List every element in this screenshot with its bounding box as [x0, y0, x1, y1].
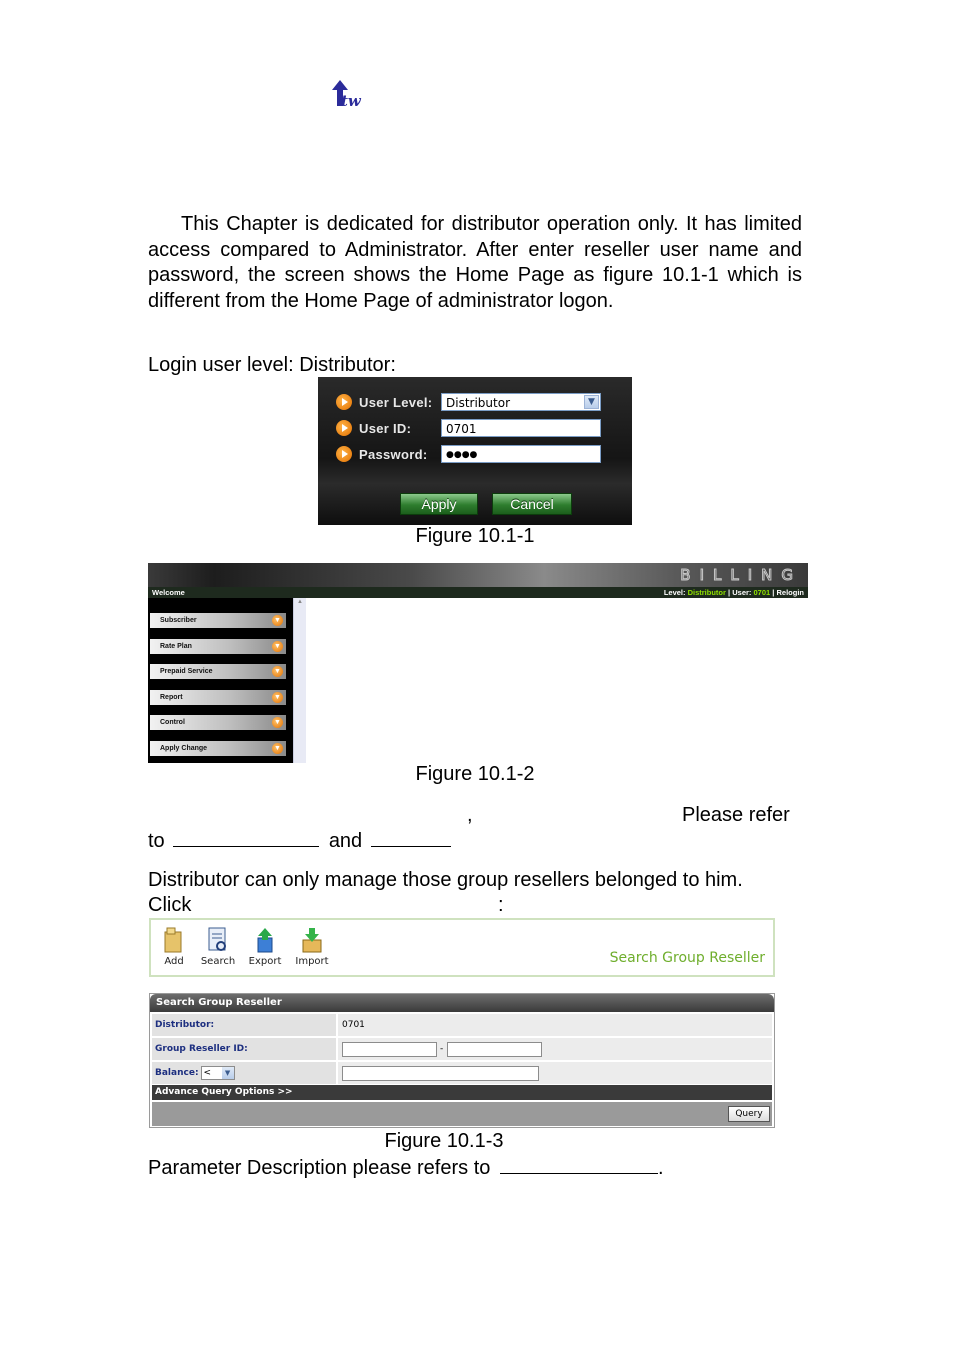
manage-line: Distributor can only manage those group resellers belonged to him.	[148, 869, 743, 891]
param-period: .	[657, 1157, 664, 1179]
group-reseller-to-input[interactable]	[447, 1042, 542, 1057]
user-level-label: User Level:	[359, 394, 433, 410]
group-reseller-from-input[interactable]	[342, 1042, 437, 1057]
search-button[interactable]	[198, 926, 238, 967]
login-panel	[318, 377, 632, 525]
balance-input[interactable]	[342, 1066, 539, 1081]
search-group-reseller-form	[149, 993, 775, 1128]
blank-reference	[173, 828, 319, 847]
figure-caption-1: Figure 10.1-1	[415, 525, 535, 547]
chevron-down-icon[interactable]: ▼	[222, 1067, 234, 1079]
cancel-button[interactable]: Cancel	[492, 493, 572, 515]
import-icon	[299, 926, 325, 954]
refer-to-line	[148, 828, 451, 853]
import-button[interactable]	[292, 926, 332, 967]
balance-label: Balance:	[155, 1068, 199, 1078]
user-id-input[interactable]: 0701	[441, 419, 601, 437]
click-colon: :	[498, 894, 504, 916]
home-status-bar	[148, 587, 808, 598]
please-refer-text: Please refer	[682, 804, 790, 826]
scroll-up-icon[interactable]: ▲	[297, 599, 303, 605]
import-label: Import	[295, 956, 329, 967]
balance-operator-value: <	[203, 1068, 212, 1078]
group-reseller-row	[152, 1038, 772, 1062]
welcome-text: Welcome	[152, 588, 185, 597]
export-icon	[252, 926, 278, 954]
user-level-value: Distributor	[446, 396, 511, 410]
user-level-row	[336, 392, 432, 412]
sidebar-item-subscriber[interactable]: Subscriber ▼	[150, 613, 286, 628]
relogin-link[interactable]: Relogin	[776, 588, 804, 597]
chevron-down-icon: ▼	[272, 717, 283, 728]
password-input[interactable]: ●●●●	[441, 445, 601, 463]
figure-caption-2: Figure 10.1-2	[415, 763, 535, 785]
range-dash: -	[440, 1044, 444, 1054]
group-reseller-label: Group Reseller ID:	[152, 1038, 338, 1060]
balance-operator-select[interactable]	[201, 1066, 235, 1080]
sidebar-item-report[interactable]: Report ▼	[150, 690, 286, 705]
chevron-down-icon[interactable]: ▼	[584, 395, 599, 409]
folder-add-icon	[161, 926, 187, 954]
chevron-down-icon: ▼	[272, 743, 283, 754]
sidebar-item-prepaid-service[interactable]: Prepaid Service ▼	[150, 664, 286, 679]
to-text: to	[148, 830, 165, 852]
add-label: Add	[164, 956, 184, 967]
login-level-line: Login user level: Distributor:	[148, 354, 396, 376]
apply-button[interactable]: Apply	[400, 493, 478, 515]
add-button[interactable]	[154, 926, 194, 967]
sidebar	[148, 598, 293, 763]
distributor-row	[152, 1014, 772, 1038]
toolbar-title: Search Group Reseller	[609, 950, 765, 966]
blank-reference	[371, 828, 451, 847]
separator: |	[772, 588, 775, 597]
query-button[interactable]: Query	[728, 1106, 770, 1122]
billing-logo: BILLING	[680, 566, 802, 584]
export-label: Export	[248, 956, 282, 967]
home-header	[148, 563, 808, 587]
chevron-down-icon: ▼	[272, 666, 283, 677]
intro-paragraph: This Chapter is dedicated for distributor operation only. It has limited access compared to Administrator. After enter reseller user name and password, the screen shows the Home Page as figure 10.1-1 which is different from the Home Page of administrator logon.	[148, 213, 802, 312]
sidebar-scrollbar[interactable]	[293, 598, 306, 763]
distributor-value: 0701	[342, 1020, 365, 1030]
password-row	[336, 444, 427, 464]
bullet-arrow-icon	[336, 394, 352, 410]
click-text: Click	[148, 894, 192, 916]
sidebar-item-rate-plan[interactable]: Rate Plan ▼	[150, 639, 286, 654]
search-label: Search	[200, 956, 236, 967]
export-button[interactable]	[245, 926, 285, 967]
chevron-down-icon: ▼	[272, 615, 283, 626]
toolbar-panel	[149, 918, 775, 977]
user-id-row	[336, 418, 411, 438]
advance-query-options-toggle[interactable]: Advance Query Options >>	[152, 1085, 772, 1100]
refer-comma: ,	[467, 804, 473, 826]
level-label: Level:	[663, 588, 686, 597]
chevron-down-icon: ▼	[272, 641, 283, 652]
user-label: User:	[732, 588, 752, 597]
form-footer	[152, 1102, 772, 1126]
sidebar-item-control[interactable]: Control ▼	[150, 715, 286, 730]
password-label: Password:	[359, 446, 428, 462]
chevron-down-icon: ▼	[272, 692, 283, 703]
blank-reference	[500, 1155, 658, 1174]
level-value: Distributor	[687, 588, 726, 597]
balance-row	[152, 1062, 772, 1086]
search-document-icon	[205, 926, 231, 954]
tw-logo-icon	[330, 78, 368, 108]
user-status	[664, 587, 804, 598]
bullet-arrow-icon	[336, 420, 352, 436]
user-level-select[interactable]	[441, 393, 601, 411]
distributor-label: Distributor:	[152, 1014, 338, 1036]
sidebar-item-apply-change[interactable]: Apply Change ▼	[150, 741, 286, 756]
and-text: and	[328, 830, 363, 852]
user-value: 0701	[753, 588, 771, 597]
billing-home-panel	[148, 563, 808, 763]
user-id-label: User ID:	[359, 420, 412, 436]
param-description-line	[148, 1155, 664, 1180]
bullet-arrow-icon	[336, 446, 352, 462]
form-title: Search Group Reseller	[150, 994, 774, 1012]
balance-label-cell	[152, 1062, 338, 1084]
param-description-text: Parameter Description please refers to	[148, 1157, 491, 1179]
separator: |	[728, 588, 731, 597]
svg-text:tw: tw	[341, 92, 361, 108]
figure-caption-3: Figure 10.1-3	[384, 1130, 504, 1152]
